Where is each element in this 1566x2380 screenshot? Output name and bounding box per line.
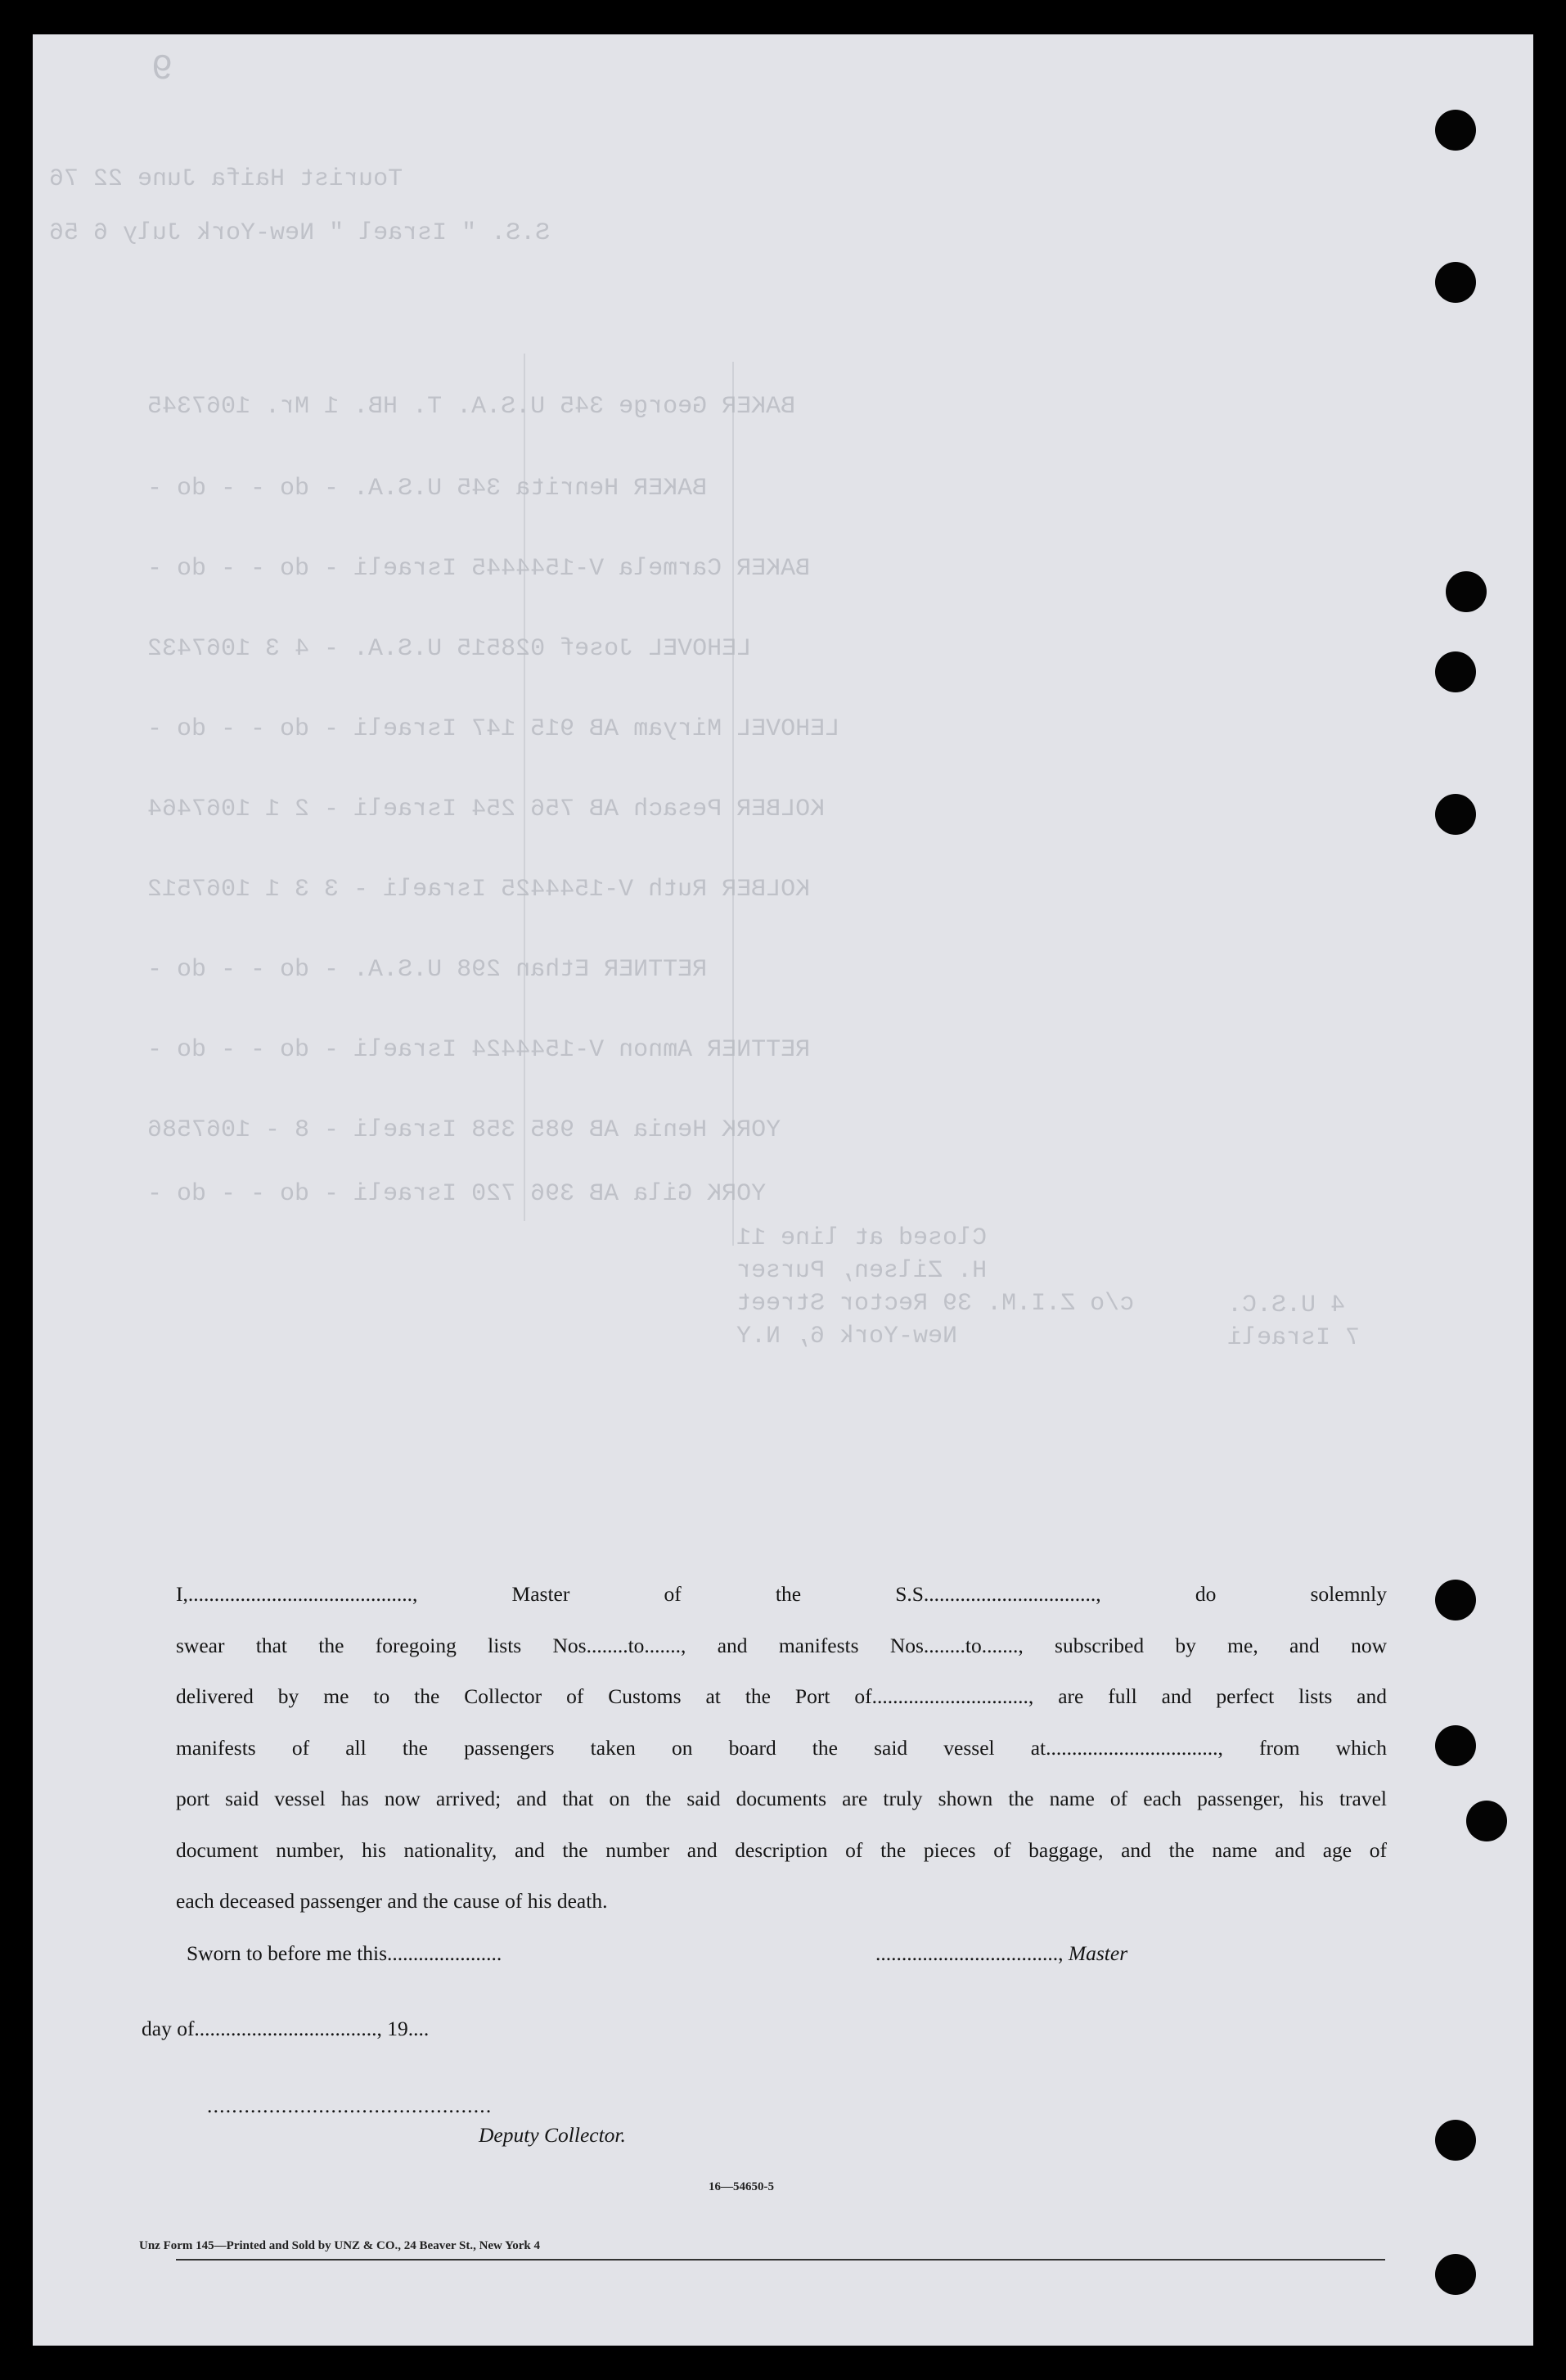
oath-line-2: swear that the foregoing lists Nos........to......., and manifests Nos........to......., subscribed by me, and now [176, 1633, 1387, 1657]
oath-line-7: each deceased passenger and the cause of his death. [176, 1889, 608, 1913]
form-code: 16—54650-5 [709, 2180, 774, 2193]
bleed-address-line: New-York 6, N.Y [736, 1323, 958, 1350]
punch-hole [1446, 571, 1487, 612]
bleed-passenger-row: RETTNER Amnon V-1544424 Israeli - do - - do - [147, 1036, 811, 1064]
bleed-address-line: c/o Z.I.M. 39 Rector Street [736, 1290, 1135, 1318]
bleed-corner-number: 9 [151, 49, 173, 90]
deputy-collector-dots: .............................................. [207, 2094, 493, 2117]
bleed-passenger-row: BAKER Carmela V-1544445 Israeli - do - - do - [147, 555, 811, 583]
bleed-passenger-row: KOLBER Ruth V-1544425 Israeli - 3 3 1 1067512 [147, 876, 811, 904]
bleed-passenger-row: BAKER Henrita 345 U.S.A. - do - - do - [147, 475, 708, 503]
bleed-passenger-row: YORK Gila AB 396 720 Israeli - do - - do - [147, 1180, 767, 1208]
master-signature-blank: ..................................., Master [875, 1941, 1128, 1965]
punch-hole [1435, 651, 1476, 692]
oath-line-4: manifests of all the passengers taken on board the said vessel at................................., from which [176, 1735, 1388, 1760]
oath-line-3: delivered by me to the Collector of Customs at the Port of.............................., are full and perfect lists and [176, 1684, 1388, 1708]
manifest-numbers-blank: and manifests Nos........to......., [717, 1633, 1024, 1657]
sworn-day-blank: day of..................................., 19.... [142, 2017, 430, 2040]
punch-hole [1435, 110, 1476, 151]
printer-imprint: Unz Form 145—Printed and Sold by UNZ & CO., 24 Beaver St., New York 4 [139, 2239, 541, 2252]
bleed-header-line: S.S. " Israel " New-York July 6 56 [49, 219, 551, 247]
deputy-collector-label: Deputy Collector. [479, 2123, 626, 2147]
bleed-passenger-row: BAKER George 345 U.S.A. T. HB. 1 Mr. 1067345 [147, 393, 796, 421]
bleed-passenger-row: RETTNER Ethan 298 U.S.A. - do - - do - [147, 956, 708, 984]
bleed-passenger-row: LEHOVEL Miryam AB 915 147 Israeli - do - - do - [147, 715, 840, 743]
bleed-passenger-row: YORK Henia AB 985 358 Israeli - 8 - 1067586 [147, 1116, 781, 1144]
manifest-page [33, 34, 1533, 2346]
punch-hole [1435, 2120, 1476, 2161]
vessel-name-blank: Master of the S.S................................., [511, 1582, 1101, 1606]
punch-hole [1435, 2254, 1476, 2295]
oath-line-6: document number, his nationality, and the number and description of the pieces of baggage, and the name and age of [176, 1837, 1387, 1862]
master-oath [176, 1569, 1387, 1927]
port-blank: delivered by me to the Collector of Customs at the Port of.............................., [176, 1684, 1034, 1708]
oath-line-1: I,..........................................., Master of the S.S................................., do solemnly [176, 1582, 1387, 1606]
punch-hole [1435, 1580, 1476, 1620]
master-name-blank: I,..........................................., [176, 1582, 418, 1606]
bleed-passenger-row: KOLBER Pesach AB 756 254 Israeli - 2 1 1067464 [147, 796, 826, 823]
punch-hole [1435, 794, 1476, 835]
bleed-header-line: Tourist Haifa June 22 76 [49, 165, 403, 193]
master-label: Master [1068, 1941, 1128, 1965]
embarkation-port-blank: manifests of all the passengers taken on board the said vessel at................................., [176, 1735, 1223, 1760]
bleed-passenger-row: LEHOVEL Josef 028515 U.S.A. - 4 3 1067432 [147, 635, 752, 663]
oath-line-5: port said vessel has now arrived; and that on the said documents are truly shown the name of each passenger, his travel [176, 1787, 1387, 1810]
punch-hole [1435, 1725, 1476, 1766]
list-numbers-blank: swear that the foregoing lists Nos........to......., [176, 1633, 686, 1657]
bleed-total: 7 Israeli [1227, 1324, 1361, 1352]
punch-hole [1466, 1801, 1507, 1841]
footer-rule [176, 2259, 1385, 2261]
punch-hole [1435, 262, 1476, 303]
bleed-address-line: H. Zilsen, Purser [736, 1257, 988, 1285]
bleed-address-line: Closed at line 11 [736, 1224, 988, 1252]
bleed-total: 4 U.S.C. [1227, 1291, 1346, 1319]
sworn-date-blank: Sworn to before me this...................... [187, 1941, 502, 1965]
